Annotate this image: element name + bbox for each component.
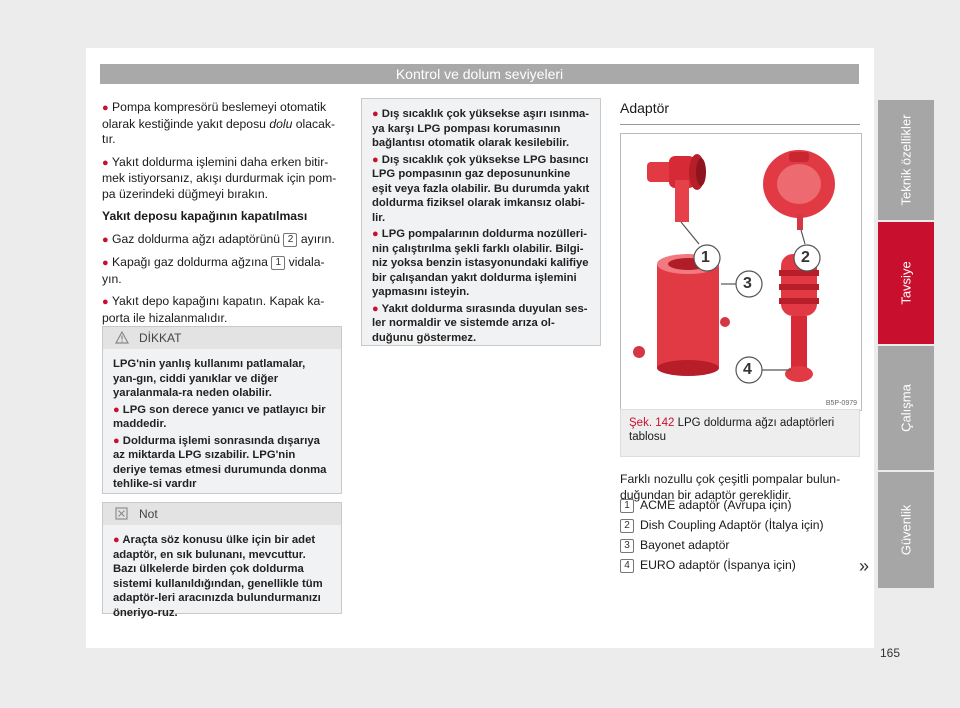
note-box bbox=[102, 502, 342, 619]
bullet-icon: ● bbox=[372, 302, 379, 315]
caption-text: LPG doldurma ağzı adaptörleri tablosu bbox=[629, 417, 835, 443]
bullet-paragraph: ● Pompa kompresörü beslemeyi otomatik olarak kestiğinde yakıt deposu dolu olacak-tır. bbox=[102, 100, 336, 146]
tab-teknik-ozellikler[interactable] bbox=[878, 100, 934, 220]
callout-label: 1 bbox=[701, 249, 710, 266]
warning-intro: LPG'nin yanlış kullanımı patlamalar, yan-gın, ciddi yanıklar ve diğer yaralanmala-ra neden olabilir. bbox=[113, 358, 306, 399]
warning-body bbox=[103, 349, 341, 502]
info-item: ● LPG pompalarının doldurma nozülleri-nin çalıştırılma şekli farklı olabilir. Bilgi-niz yoksa benzin istasyonundaki kalifiye bir çalışandan yakıt doldurma işlemini yapmasını isteyin. bbox=[372, 228, 589, 298]
tab-tavsiye[interactable] bbox=[878, 222, 934, 344]
column-1 bbox=[102, 100, 340, 333]
page-header: Kontrol ve dolum seviyeleri bbox=[100, 64, 859, 84]
bullet-icon: ● bbox=[113, 434, 120, 447]
page-number: 165 bbox=[880, 646, 901, 660]
adaptor-intro: Farklı nozullu çok çeşitli pompalar bulun-duğundan bir adaptör gereklidir. bbox=[620, 472, 841, 502]
section-heading: Adaptör bbox=[620, 100, 670, 116]
acme-adaptor-image bbox=[647, 154, 706, 222]
note-header bbox=[103, 503, 341, 525]
warning-title: DİKKAT bbox=[139, 331, 182, 345]
warning-icon bbox=[115, 331, 129, 344]
tab-calisma[interactable] bbox=[878, 346, 934, 470]
section-subheading: Yakıt deposu kapağının kapatılması bbox=[102, 209, 308, 223]
list-item: 3 Bayonet adaptör bbox=[620, 538, 729, 553]
bullet-icon: ● bbox=[372, 108, 379, 120]
tab-label: Tavsiye bbox=[898, 261, 914, 305]
callout-label: 2 bbox=[801, 249, 810, 266]
tab-label: Çalışma bbox=[898, 384, 914, 432]
bullet-paragraph: ● Gaz doldurma ağzı adaptörünü 2 ayırın. bbox=[102, 231, 335, 246]
info-item: ● Yakıt doldurma sırasında duyulan ses-ler normaldir ve sistemde arıza ol-duğunu göstermez. bbox=[372, 302, 588, 344]
warning-header bbox=[103, 327, 341, 349]
bullet-icon: ● bbox=[372, 228, 379, 240]
warning-item: ● LPG son derece yanıcı ve patlayıcı bir maddedir. bbox=[113, 403, 326, 430]
adaptor-illustration bbox=[621, 134, 861, 410]
tab-label: Güvenlik bbox=[898, 504, 914, 556]
warning-item: ● Doldurma işlemi sonrasında dışarıya az miktarda LPG sızabilir. LPG'nin deriye temas etmesi durumunda donma tehlike-si vardır bbox=[113, 434, 327, 490]
bullet-icon: ● bbox=[372, 153, 379, 166]
info-item: ● Dış sıcaklık çok yüksekse LPG basıncı LPG pompasının gaz deposununkine eşit veya fazla olabilir. Bu durumda yakıt doldurma fiziksel olarak imkansız olabi-lir. bbox=[372, 153, 590, 224]
caption-label: Şek. 142 bbox=[629, 417, 675, 429]
list-item: 2 Dish Coupling Adaptör (İtalya için) bbox=[620, 518, 824, 533]
note-title: Not bbox=[139, 507, 158, 521]
note-item: ● Araçta söz konusu ülke için bir adet adaptör, en sık bulunanı, mevcuttur. Bazı ülkelerde birden çok doldurma sistemi kullanıldığından, genellikle tüm adaptör-leri aracınızda bulundurmanızı öneriyo-ruz. bbox=[113, 534, 323, 619]
continue-arrow-icon: » bbox=[859, 556, 870, 576]
adaptor-figure bbox=[620, 133, 862, 411]
figure-caption bbox=[620, 409, 860, 457]
list-item: 4 EURO adaptör (İspanya için) bbox=[620, 558, 796, 573]
bullet-icon: ● bbox=[102, 257, 109, 269]
warning-box bbox=[102, 326, 342, 494]
callout-number: 2 bbox=[283, 233, 297, 247]
list-item: 1 ACME adaptör (Avrupa için) bbox=[620, 498, 792, 513]
callout-label: 3 bbox=[743, 275, 752, 292]
bullet-icon: ● bbox=[102, 156, 109, 169]
figure-code: B5P-0979 bbox=[825, 400, 857, 407]
bullet-icon: ● bbox=[113, 403, 120, 416]
info-box bbox=[361, 98, 601, 346]
bullet-icon: ● bbox=[102, 102, 109, 114]
tab-label: Teknik özellikler bbox=[898, 114, 914, 206]
bullet-icon: ● bbox=[102, 296, 109, 308]
euro-adaptor-image bbox=[779, 254, 819, 382]
callout-3 bbox=[721, 271, 762, 297]
callout-number: 1 bbox=[271, 256, 285, 270]
note-body bbox=[103, 525, 341, 630]
bullet-paragraph: ● Yakıt depo kapağını kapatın. Kapak ka-porta ile hizalanmalıdır. bbox=[102, 294, 325, 325]
bullet-icon: ● bbox=[102, 233, 109, 246]
info-box-body bbox=[362, 99, 600, 355]
note-icon bbox=[115, 507, 128, 520]
bullet-paragraph: ● Yakıt doldurma işlemini daha erken bitir-mek istiyorsanız, akışı durdurmak için pom-pa üzerindeki düğmeyi bırakın. bbox=[102, 154, 337, 201]
dish-adaptor-image bbox=[763, 150, 835, 230]
bullet-paragraph: ● Kapağı gaz doldurma ağzına 1 vidala-yın. bbox=[102, 255, 325, 286]
heading-rule bbox=[620, 124, 860, 125]
tab-guvenlik[interactable] bbox=[878, 472, 934, 588]
bullet-icon: ● bbox=[113, 534, 120, 546]
bayonet-adaptor-image bbox=[633, 254, 730, 376]
callout-label: 4 bbox=[743, 361, 752, 378]
info-item: ● Dış sıcaklık çok yüksekse aşırı ısınma-ya karşı LPG pompası korumasının bağlantısı otomatik olarak kesilebilir. bbox=[372, 108, 590, 149]
